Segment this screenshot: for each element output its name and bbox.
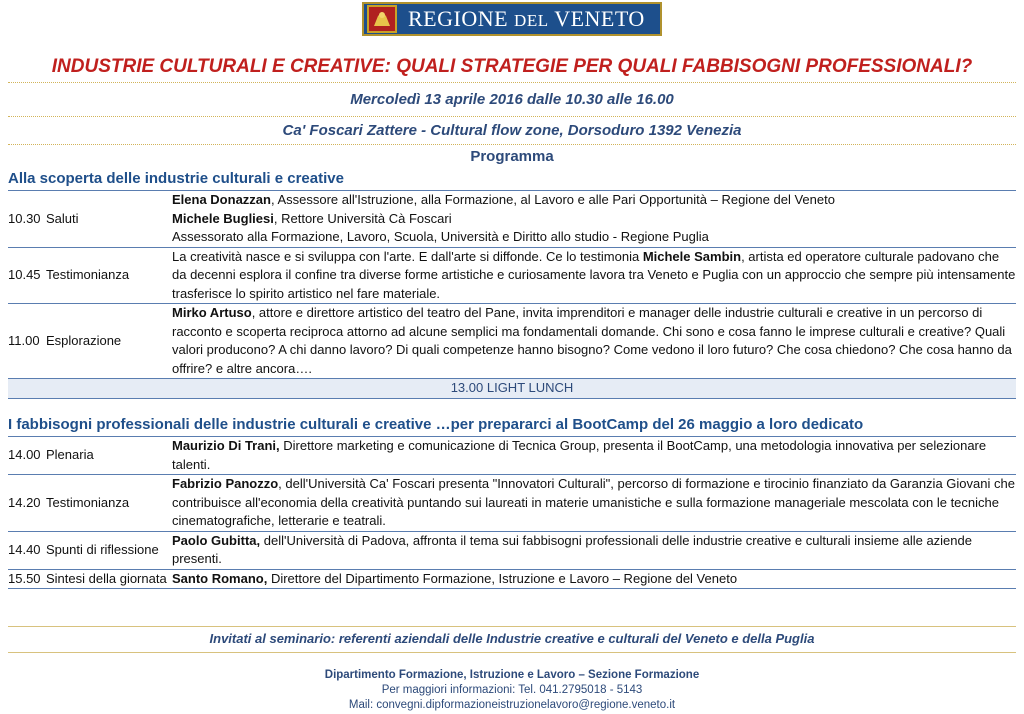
- footer-contact-info: Per maggiori informazioni: Tel. 041.2795018 - 5143: [381, 684, 643, 696]
- logo-text: REGIONE DEL VENETO: [408, 6, 645, 31]
- row-time: 15.50: [8, 569, 46, 589]
- event-venue: Ca' Foscari Zattere - Cultural flow zone, Dorsoduro 1392 Venezia: [282, 122, 742, 139]
- divider: [8, 626, 1016, 627]
- table-row: [8, 191, 1016, 248]
- row-description: Fabrizio Panozzo, dell'Università Ca' Foscari presenta "Innovatori Culturali", percorso di formazione e tirocinio finanziato da Garanzia Giovani che contribuisce all'economia della creatività puntando sui laureati in materie umanistiche e sulla formazione manageriale mescolata con le tecniche cinematografiche, letterarie e teatrali.: [172, 475, 1016, 532]
- row-description: Elena Donazzan, Assessore all'Istruzione, alla Formazione, al Lavoro e alle Pari Opportunità – Regione del Veneto Michele Bugliesi, Rettore Università Cà Foscari Assessorato alla Formazione, Lavoro, Scuola, Università e Diritto allo studio - Regione Puglia: [172, 191, 1016, 248]
- row-description: Paolo Gubitta, dell'Università di Padova, affronta il tema sui fabbisogni professionali delle industrie creative e culturali insieme alle aziende presenti.: [172, 531, 1016, 569]
- speaker-name: Mirko Artuso: [172, 305, 252, 320]
- divider: [8, 116, 1016, 117]
- speaker-name: Paolo Gubitta,: [172, 532, 261, 548]
- row-label: Esplorazione: [46, 304, 172, 379]
- row-label: Testimonianza: [46, 475, 172, 532]
- program-heading: Programma: [470, 148, 554, 165]
- speaker-name: Michele Bugliesi: [172, 210, 274, 226]
- speaker-name: Fabrizio Panozzo: [172, 476, 279, 491]
- table-row: [8, 437, 1016, 475]
- row-time: 10.45: [8, 247, 46, 304]
- lion-emblem-icon: [366, 4, 398, 34]
- row-time: 10.30: [8, 191, 46, 248]
- divider: [8, 82, 1016, 83]
- section-1-title: Alla scoperta delle industrie culturali e creative: [8, 170, 344, 187]
- divider: [8, 652, 1016, 653]
- footer-department: Dipartimento Formazione, Istruzione e Lavoro – Sezione Formazione: [324, 669, 700, 681]
- row-description: La creatività nasce e si sviluppa con l'arte. E dall'arte si diffonde. Ce lo testimonia Michele Sambin, artista ed operatore culturale padovano che da decenni esplora il confine tra diverse forme artistiche e curiosamente lavora tra Veneto e Puglia con un approccio che sempre più intensamente trasferisce lo spirito artistico nel fare materiale.: [172, 247, 1016, 304]
- footer-mail[interactable]: Mail: convegni.dipformazioneistruzionelavoro@regione.veneto.it: [348, 699, 676, 711]
- schedule-table-2: [8, 436, 1016, 589]
- row-label: Spunti di riflessione: [46, 531, 172, 569]
- row-description: Mirko Artuso, attore e direttore artistico del teatro del Pane, invita imprenditori e manager delle industrie culturali e creative in un percorso di racconto e scoperta reciproca attorno ad alcune semplici ma fondamentali domande. Chi sono e cosa fanno le imprese culturali e creative? Quali valori producono? A chi danno lavoro? Di quali competenze hanno bisogno? Come vedono il loro futuro? Che cosa chiedono? Che cosa hanno da offrire? e altre ancora….: [172, 304, 1016, 379]
- row-time: 14.40: [8, 531, 46, 569]
- speaker-name: Maurizio Di Trani,: [172, 438, 280, 453]
- table-row: [8, 475, 1016, 532]
- speaker-name: Elena Donazzan: [172, 192, 271, 207]
- row-time: 14.20: [8, 475, 46, 532]
- table-row: [8, 569, 1016, 589]
- row-label: Plenaria: [46, 437, 172, 475]
- invite-note: Invitati al seminario: referenti aziendali delle Industrie creative e culturali del Veneto e della Puglia: [209, 631, 815, 646]
- row-description: Santo Romano, Direttore del Dipartimento Formazione, Istruzione e Lavoro – Regione del Veneto: [172, 569, 1016, 589]
- schedule-table-1: [8, 190, 1016, 399]
- section-2-title: I fabbisogni professionali delle industrie culturali e creative …per prepararci al BootCamp del 26 maggio a loro dedicato: [8, 416, 864, 433]
- lunch-row: [8, 379, 1016, 399]
- event-date: Mercoledì 13 aprile 2016 dalle 10.30 alle 16.00: [350, 91, 674, 108]
- row-label: Testimonianza: [46, 247, 172, 304]
- divider: [8, 144, 1016, 145]
- row-time: 11.00: [8, 304, 46, 379]
- table-row: [8, 247, 1016, 304]
- table-row: [8, 304, 1016, 379]
- row-time: 14.00: [8, 437, 46, 475]
- regione-veneto-logo: [362, 2, 662, 36]
- speaker-name: Michele Sambin: [642, 248, 742, 264]
- event-title: INDUSTRIE CULTURALI E CREATIVE: QUALI STRATEGIE PER QUALI FABBISOGNI PROFESSIONALI?: [51, 56, 973, 77]
- table-row: [8, 531, 1016, 569]
- row-label: Saluti: [46, 191, 172, 248]
- speaker-name: Santo Romano,: [172, 570, 268, 586]
- row-label: Sintesi della giornata: [46, 569, 172, 589]
- lunch-label: 13.00 LIGHT LUNCH: [8, 379, 1016, 399]
- row-description: Maurizio Di Trani, Direttore marketing e comunicazione di Tecnica Group, presenta il BootCamp, una metodologia innovativa per selezionare talenti.: [172, 437, 1016, 475]
